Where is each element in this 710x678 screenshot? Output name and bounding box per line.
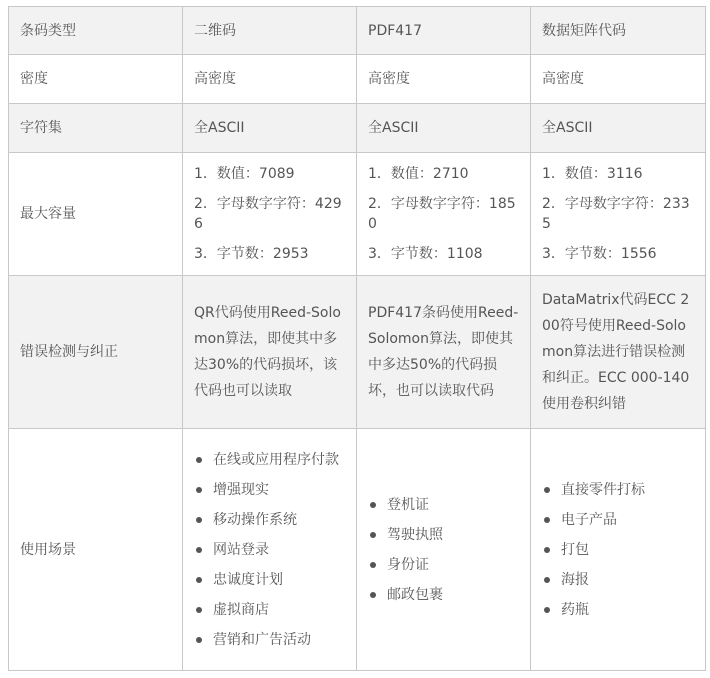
density-cell-pdf417: 高密度 xyxy=(357,55,531,104)
density-cell-qr: 高密度 xyxy=(183,55,357,104)
list-item: 直接零件打标 xyxy=(542,480,694,500)
table-header-row xyxy=(9,7,706,55)
list-item: 海报 xyxy=(542,570,694,590)
header-cell-datamatrix: 数据矩阵代码 xyxy=(531,7,706,55)
row-label-charset: 字符集 xyxy=(9,104,183,153)
table-row-error-correction xyxy=(9,276,706,429)
list-item: 在线或应用程序付款 xyxy=(194,450,345,470)
list-item: 邮政包裹 xyxy=(368,585,519,605)
header-cell-pdf417: PDF417 xyxy=(357,7,531,55)
capacity-cell-pdf417 xyxy=(357,153,531,276)
charset-cell-datamatrix: 全ASCII xyxy=(531,104,706,153)
capacity-bytes: 3．字节数：1556 xyxy=(542,246,657,262)
header-cell-qr: 二维码 xyxy=(183,7,357,55)
usage-list-datamatrix xyxy=(542,480,694,620)
capacity-bytes: 3．字节数：1108 xyxy=(368,246,483,262)
header-cell-type: 条码类型 xyxy=(9,7,183,55)
capacity-alphanumeric: 2．字母数字字符：4296 xyxy=(194,196,342,232)
row-label-error-correction: 错误检测与纠正 xyxy=(9,276,183,429)
capacity-numeric: 1．数值：3116 xyxy=(542,166,643,182)
row-label-density: 密度 xyxy=(9,55,183,104)
capacity-cell-datamatrix xyxy=(531,153,706,276)
usage-cell-datamatrix xyxy=(531,429,706,671)
error-cell-pdf417: PDF417条码使用Reed-Solomon算法，即使其中多达50%的代码损坏，也可以读取代码 xyxy=(357,276,531,429)
capacity-alphanumeric: 2．字母数字字符：1850 xyxy=(368,196,516,232)
usage-list-pdf417 xyxy=(368,495,519,605)
capacity-bytes: 3．字节数：2953 xyxy=(194,246,309,262)
row-label-usage: 使用场景 xyxy=(9,429,183,671)
list-item: 电子产品 xyxy=(542,510,694,530)
usage-cell-qr xyxy=(183,429,357,671)
error-cell-datamatrix: DataMatrix代码ECC 200符号使用Reed-Solomon算法进行错误检测和纠正。ECC 000-140使用卷积纠错 xyxy=(531,276,706,429)
capacity-cell-qr xyxy=(183,153,357,276)
charset-cell-pdf417: 全ASCII xyxy=(357,104,531,153)
table-row-charset xyxy=(9,104,706,153)
charset-cell-qr: 全ASCII xyxy=(183,104,357,153)
comparison-table-container xyxy=(8,6,706,671)
table-row-capacity xyxy=(9,153,706,276)
list-item: 网站登录 xyxy=(194,540,345,560)
usage-cell-pdf417 xyxy=(357,429,531,671)
list-item: 虚拟商店 xyxy=(194,600,345,620)
list-item: 驾驶执照 xyxy=(368,525,519,545)
list-item: 增强现实 xyxy=(194,480,345,500)
list-item: 药瓶 xyxy=(542,600,694,620)
capacity-numeric: 1．数值：2710 xyxy=(368,166,469,182)
list-item: 忠诚度计划 xyxy=(194,570,345,590)
row-label-capacity: 最大容量 xyxy=(9,153,183,276)
list-item: 打包 xyxy=(542,540,694,560)
list-item: 移动操作系统 xyxy=(194,510,345,530)
error-cell-qr: QR代码使用Reed-Solomon算法，即使其中多达30%的代码损坏，该代码也可以读取 xyxy=(183,276,357,429)
capacity-alphanumeric: 2．字母数字字符：2335 xyxy=(542,196,690,232)
usage-list-qr xyxy=(194,450,345,650)
table-row-usage xyxy=(9,429,706,671)
list-item: 身份证 xyxy=(368,555,519,575)
density-cell-datamatrix: 高密度 xyxy=(531,55,706,104)
barcode-comparison-table xyxy=(8,6,706,671)
table-row-density xyxy=(9,55,706,104)
capacity-numeric: 1．数值：7089 xyxy=(194,166,295,182)
list-item: 登机证 xyxy=(368,495,519,515)
list-item: 营销和广告活动 xyxy=(194,630,345,650)
